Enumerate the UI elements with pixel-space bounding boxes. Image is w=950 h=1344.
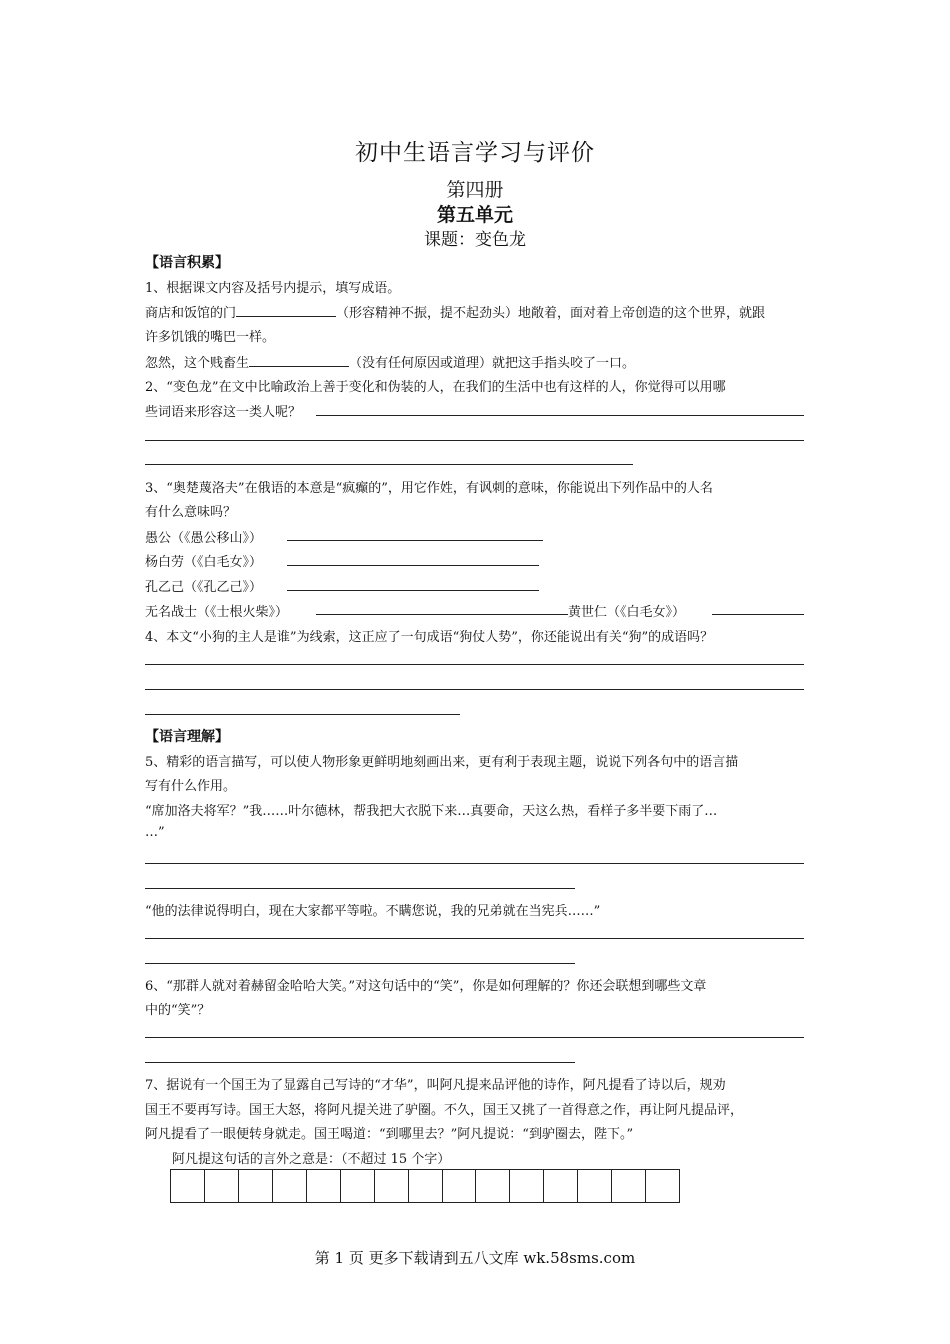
section-heading-understanding: 【语言理解】 [145,729,229,745]
grid-cell[interactable] [239,1170,273,1202]
grid-cell[interactable] [476,1170,510,1202]
q3-line1: 3、“奥楚蔑洛夫”在俄语的本意是“疯癫的”，用它作姓，有讽刺的意味，你能说出下列作品中的人名 [145,481,713,496]
grid-cell[interactable] [544,1170,578,1202]
q6-line1: 6、“那群人就对着赫留金哈哈大笑。”对这句话中的“笑”，你是如何理解的？你还会联想到哪些文章 [145,979,707,994]
q5-quote1-line1: “席加洛夫将军？”我……叶尔德林，帮我把大衣脱下来…真要命，天这么热，看样子多半要下雨了… [145,804,718,819]
q1-blank1[interactable] [236,304,336,317]
grid-cell[interactable] [646,1170,679,1202]
q6-answer-line-2[interactable] [145,1062,575,1063]
q3-item-huangshiren: 黄世仁（《白毛女》） [568,605,686,620]
grid-cell[interactable] [375,1170,409,1202]
q7-answer-prompt: 阿凡提这句话的言外之意是：（不超过 15 个字） [172,1152,451,1167]
section-heading-accumulation: 【语言积累】 [145,255,229,271]
q3-answer-kongyiji[interactable] [287,590,539,591]
q7-answer-grid[interactable] [170,1169,680,1203]
grid-cell[interactable] [443,1170,477,1202]
q4-answer-line-3[interactable] [145,714,460,715]
q7-line2: 国王不要再写诗。国王大怒，将阿凡提关进了驴圈。不久，国王又挑了一首得意之作，再让阿凡提品评， [145,1103,744,1118]
grid-cell[interactable] [171,1170,205,1202]
q4-answer-line-2[interactable] [145,689,804,690]
q5-line1: 5、精彩的语言描写，可以使人物形象更鲜明地刻画出来，更有利于表现主题，说说下列各句中的语言描 [145,755,739,770]
q3-item-yangbailao: 杨白劳（《白毛女》） [145,555,263,570]
q1-s2-before: 忽然，这个贱畜生 [145,356,250,371]
grid-cell[interactable] [307,1170,341,1202]
q3-answer-yugong[interactable] [287,540,543,541]
q3-item-kongyiji: 孔乙己（《孔乙己》） [145,580,263,595]
grid-cell[interactable] [205,1170,239,1202]
q3-answer-yangbailao[interactable] [287,565,539,566]
q7-line3: 阿凡提看了一眼便转身就走。国王喝道：“到哪里去？”阿凡提说：“到驴圈去，陛下。” [145,1127,634,1142]
grid-cell[interactable] [578,1170,612,1202]
q5-line2: 写有什么作用。 [145,779,237,794]
unit-label: 第五单元 [436,204,513,226]
q5-answer1-line-2[interactable] [145,888,575,889]
q3-answer-huangshiren[interactable] [712,614,804,615]
grid-cell[interactable] [510,1170,544,1202]
q5-answer2-line-1[interactable] [145,938,804,939]
q5-answer1-line-1[interactable] [145,863,804,864]
q5-quote2: “他的法律说得明白，现在大家都平等啦。不瞒您说，我的兄弟就在当宪兵……” [145,904,601,919]
q1-s1-after: （形容精神不振，提不起劲头）地敞着，面对着上帝创造的这个世界，就跟 [336,306,766,321]
lesson-title: 课题：变色龙 [424,230,526,250]
q1-s1-line2: 许多饥饿的嘴巴一样。 [145,330,276,345]
q2-answer-line-2[interactable] [145,440,804,441]
q2-line1: 2、“变色龙”在文中比喻政治上善于变化和伪装的人，在我们的生活中也有这样的人，你觉得可以用哪 [145,380,726,395]
q3-item-yugong: 愚公（《愚公移山》） [145,531,263,546]
book-label: 第四册 [446,179,504,201]
grid-cell[interactable] [273,1170,307,1202]
q4-answer-line-1[interactable] [145,664,804,665]
grid-cell[interactable] [409,1170,443,1202]
q6-answer-line-1[interactable] [145,1037,804,1038]
q3-answer-soldier[interactable] [316,614,568,615]
q2-line2: 些词语来形容这一类人呢？ [145,405,302,420]
q7-line1: 7、据说有一个国王为了显露自己写诗的“才华”，叫阿凡提来品评他的诗作，阿凡提看了诗以后，规劝 [145,1078,726,1093]
q1-prompt: 1、根据课文内容及括号内提示，填写成语。 [145,281,401,296]
q3-item-soldier: 无名战士（《士根火柴》） [145,605,289,620]
grid-cell[interactable] [612,1170,646,1202]
q2-answer-line-1[interactable] [316,415,804,416]
grid-cell[interactable] [341,1170,375,1202]
q3-line2: 有什么意味吗？ [145,505,237,520]
q1-sentence2 [145,352,635,371]
q1-s2-after: （没有任何原因或道理）就把这手指头咬了一口。 [349,356,636,371]
q1-sentence1 [145,302,765,321]
page-title: 初中生语言学习与评价 [355,140,595,166]
q1-s1-before: 商店和饭馆的门 [145,306,237,321]
q2-answer-line-3[interactable] [145,464,633,465]
page-footer: 第 1 页 更多下载请到五八文库 wk.58sms.com [314,1249,636,1267]
q4-line1: 4、本文“小狗的主人是谁”为线索，这正应了一句成语“狗仗人势”，你还能说出有关“狗”的成语吗？ [145,630,714,645]
q6-line2: 中的“笑”？ [145,1003,211,1018]
q5-quote1-line2: …” [145,825,165,840]
q1-blank2[interactable] [249,354,349,367]
q5-answer2-line-2[interactable] [145,963,575,964]
